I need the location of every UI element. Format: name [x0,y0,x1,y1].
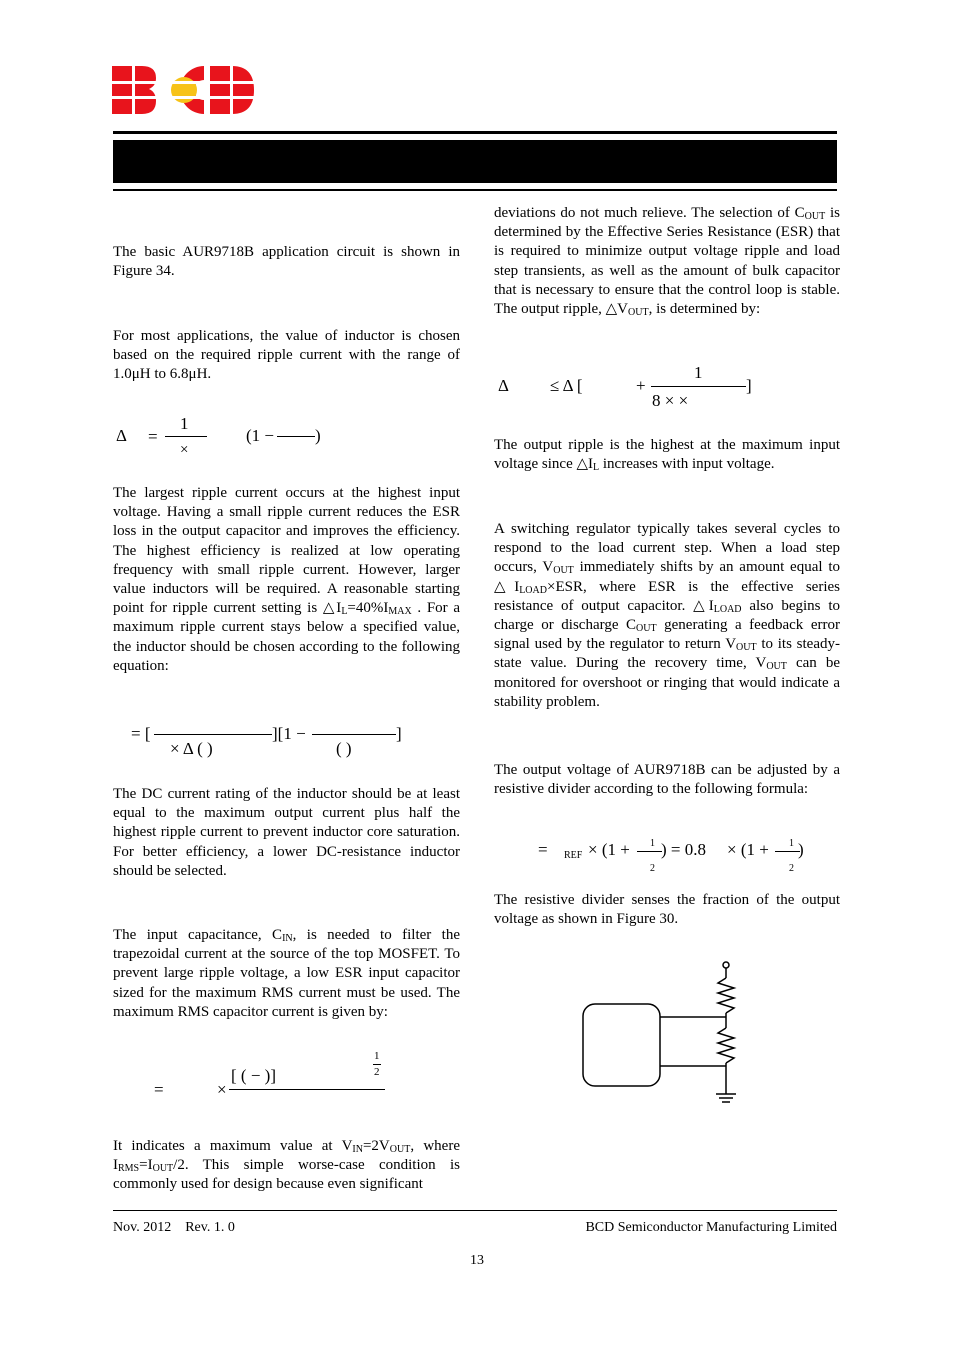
eq1-times: × [180,442,189,458]
eq5-fraction-line-b [775,851,800,852]
eq5-close: ) [798,840,804,859]
eq1-paren-open: (1 − [246,426,274,445]
eq1-numerator: 1 [180,414,189,433]
eq4-fraction-line [651,386,746,387]
eq5-ref: REF [564,850,583,861]
left-para-dc-current-rating: The DC current rating of the inductor should be at least equal to the maximum output current plus half the highest ripple current to prevent inductor core saturation. For better efficiency, a lower DC-resistance inductor should be selected. [113,786,460,879]
eq5-one-a: 1 [650,838,655,849]
eq3-exp-line [373,1064,381,1065]
eq5-part1: × (1 + [588,840,630,859]
resistive-divider-schematic [578,958,748,1104]
logo-letter-c [171,66,204,114]
eq5-part2: ) = 0.8 [661,840,706,859]
header-bottom-rule [113,189,837,191]
right-para-load-step: A switching regulator typically takes several cycles to respond to the load current step. When a load step occurs, $V_{OUT}$ immediately shifts by an amount equal to $\triangle I_{LOAD}\times ESR$, where ESR is the effective series resistance of output capacitor. $\triangle I_{LOAD}$ also begins to charge or discharge $C_{OUT}$ generating a feedback error signal used by the regulator to return $V_{OUT}$ to its steady-state value. During the recovery time, $V_{OUT}$ can be monitored for overshoot or ringing that would indicate a stability problem. [494,521,841,710]
left-para-largest-ripple: The largest ripple current occurs at the highest input voltage. Having a small ripple current reduces the ESR loss in the output capacitor and improves the efficiency. The highest efficiency is realized at low operating frequency with small ripple current. However, larger value inductors will be required. A reasonable starting point for ripple current setting is $\triangle I_L=40\%I_{MAX}$ . For a maximum ripple current stays below a specified value, the inductor should be chosen according to the following equation: [113,485,460,674]
eq1-paren-close: ) [315,426,321,445]
eq5-fraction-line-a [637,851,662,852]
eq1-inner-fraction-line [277,436,315,437]
eq4-close: ] [746,376,752,395]
eq2-lead: = [ [131,724,151,743]
header-thin-rule [113,131,837,134]
eq1-delta: Δ [116,426,127,445]
eq4-numerator: 1 [694,363,703,382]
right-para-output-ripple-highest: The output ripple is the highest at the maximum input voltage since $\triangle I_L$ increases with input voltage. [494,437,840,474]
eq5-part3: × (1 + [727,840,769,859]
eq2-mid: ][1 − [272,724,306,743]
ic-block [583,1004,660,1086]
eq5-two-a: 2 [650,863,655,874]
resistor-r1 [718,978,734,1013]
eq5-equals: = [538,840,548,859]
eq1-equals: = [148,427,158,446]
eq4-leq: ≤ Δ [ [550,376,583,395]
eq1-fraction-line [165,436,207,437]
footer-date-revision: Nov. 2012 Rev. 1. 0 [113,1220,235,1235]
page-number: 13 [470,1253,484,1268]
eq5-two-b: 2 [789,863,794,874]
vout-node [723,962,729,968]
resistor-r2 [718,1028,734,1063]
eq4-denominator: 8 × × [652,391,689,410]
eq3-times: × [217,1080,227,1099]
eq3-exp-num: 1 [374,1050,380,1062]
eq2-fraction-line-2 [312,734,396,735]
eq3-fraction-line [229,1089,385,1090]
eq2-den1: × Δ ( ) [170,739,213,758]
left-para-input-capacitance: The input capacitance, $C_{IN}$, is needed to filter the trapezoidal current at the source of the top MOSFET. To prevent large ripple voltage, a low ESR input capacitor sized for the maximum RMS current must be used. The maximum RMS capacitor current is given by: [113,927,460,1020]
left-para-inductor-selection: For most applications, the value of inductor is chosen based on the required ripple current with the range of 1.0μH to 6.8μH. [113,328,460,383]
eq2-fraction-line-1 [154,734,272,735]
left-para-maximum-value: It indicates a maximum value at $V_{IN}=2V_{OUT}$, where $I_{RMS}=I_{OUT}/2$. This simple worse-case condition is commonly used for design because even significant [113,1138,460,1193]
left-para-application-circuit: The basic AUR9718B application circuit is shown in Figure 34. [113,244,460,280]
eq5-one-b: 1 [789,838,794,849]
header-black-banner [113,140,837,183]
footer-rule [113,1210,837,1211]
eq3-exp-den: 2 [374,1066,380,1078]
eq4-delta: Δ [498,376,509,395]
footer-company: BCD Semiconductor Manufacturing Limited [585,1220,837,1235]
eq4-plus: + [636,376,646,395]
eq2-den2: ( ) [336,739,352,758]
right-para-output-voltage: The output voltage of AUR9718B can be adjusted by a resistive divider according to the following formula: [494,762,840,798]
eq3-bracket: [ ( − )] [231,1066,276,1085]
right-para-resistive-divider: The resistive divider senses the fraction of the output voltage as shown in Figure 30. [494,892,840,928]
eq2-end: ] [396,724,402,743]
right-para-cout-selection: deviations do not much relieve. The selection of $C_{OUT}$ is determined by the Effective Series Resistance (ESR) that is required to minimize output voltage ripple and load step transients, as well as the amount of bulk capacitor that is necessary to ensure that the control loop is stable. The output ripple, $\triangle V_{OUT}$, is determined by: [494,205,840,319]
bcd-logo [112,66,254,114]
eq3-equals: = [154,1080,164,1099]
